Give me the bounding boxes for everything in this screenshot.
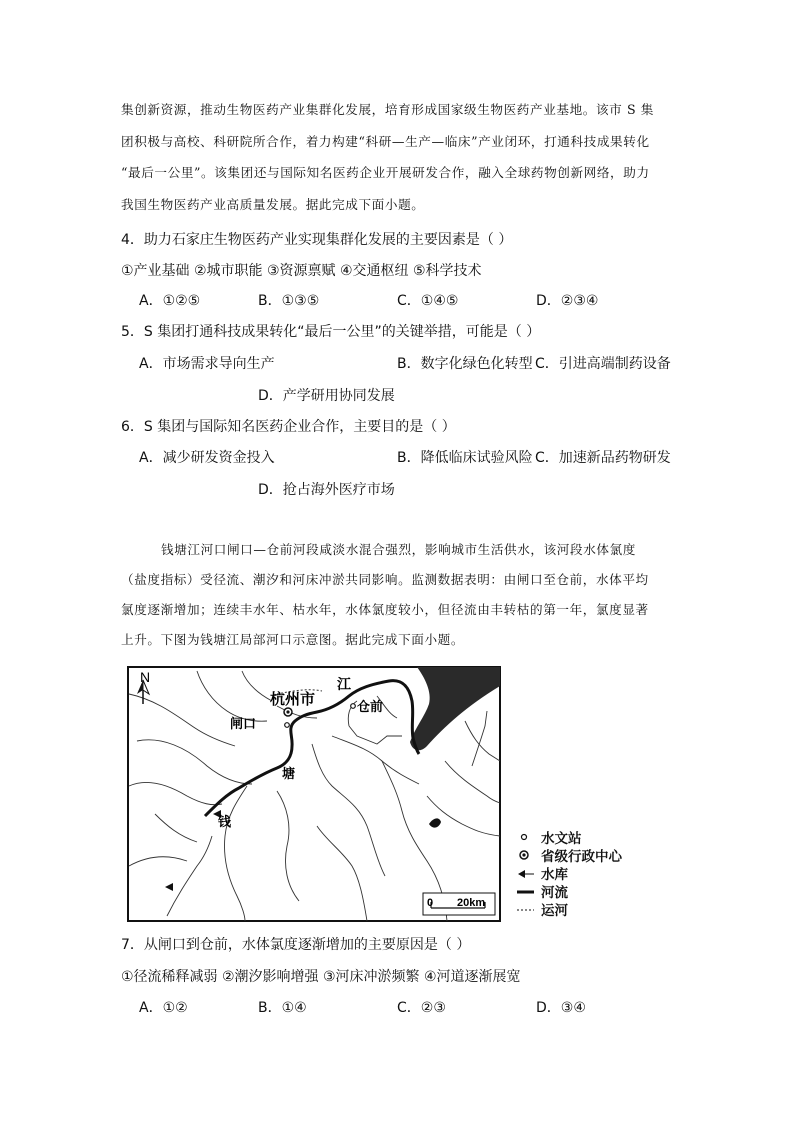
question-5-stem: 5．S 集团打通科技成果转化“最后一公里”的关键举措，可能是（ ） — [121, 324, 541, 340]
question-7-option-d[interactable]: D．③④ — [536, 1000, 586, 1016]
question-5-option-b[interactable]: B．数字化绿色化转型 — [397, 356, 533, 372]
passage-2-line: 氯度逐渐增加；连续丰水年、枯水年，水体氯度较小，但径流由丰转枯的第一年，氯度显著 — [121, 602, 649, 617]
north-label: N — [140, 669, 151, 685]
question-4-option-d[interactable]: D．②③④ — [536, 293, 599, 309]
question-6-option-c[interactable]: C．加速新品药物研发 — [535, 450, 671, 466]
passage-2-line: （盐度指标）受径流、潮汐和河床冲淤共同影响。监测数据表明：由闸口至仓前，水体平均 — [121, 572, 649, 587]
passage-2 — [121, 535, 676, 655]
passage-2-line: 上升。下图为钱塘江局部河口示意图。据此完成下面小题。 — [121, 632, 465, 647]
question-4-option-c[interactable]: C．①④⑤ — [397, 293, 459, 309]
legend-reservoir: 水库 — [541, 867, 568, 883]
scale-bar — [423, 893, 495, 915]
question-4-items: ①产业基础 ②城市职能 ③资源禀赋 ④交通枢纽 ⑤科学技术 — [121, 263, 482, 279]
passage-2-line: 钱塘江河口闸口—仓前河段咸淡水混合强烈，影响城市生活供水，该河段水体氯度 — [161, 542, 636, 557]
legend-station: 水文站 — [541, 831, 582, 847]
question-6-option-a[interactable]: A．减少研发资金投入 — [139, 450, 275, 466]
question-4-stem: 4．助力石家庄生物医药产业实现集群化发展的主要因素是（ ） — [121, 232, 513, 248]
question-7-stem: 7．从闸口到仓前，水体氯度逐渐增加的主要原因是（ ） — [121, 937, 471, 953]
qiantang-estuary-map — [127, 666, 501, 922]
passage-1-line: 我国生物医药产业高质量发展。据此完成下面小题。 — [121, 196, 425, 212]
question-7-option-c[interactable]: C．②③ — [397, 1000, 446, 1016]
passage-1-line: 集创新资源，推动生物医药产业集群化发展，培育形成国家级生物医药产业基地。该市 S 集 — [121, 102, 654, 117]
legend-river: 河流 — [541, 885, 568, 901]
hydro-station-icon — [522, 835, 527, 840]
hydro-station-icon — [285, 723, 290, 728]
tang-label: 塘 — [282, 767, 296, 782]
reservoir-icon — [518, 870, 525, 878]
zhakou-label: 闸口 — [230, 717, 257, 732]
question-7-items: ①径流稀释减弱 ②潮汐影响增强 ③河床冲淤频繁 ④河道逐渐展宽 — [121, 969, 521, 985]
qian-label: 钱 — [218, 815, 232, 830]
question-7-option-b[interactable]: B．①④ — [258, 1000, 307, 1016]
scale-zero: 0 — [427, 897, 434, 909]
hangzhou-label: 杭州市 — [270, 690, 316, 708]
question-5-option-a[interactable]: A．市场需求导向生产 — [139, 356, 275, 372]
question-5-option-c[interactable]: C．引进高端制药设备 — [535, 356, 671, 372]
cangqian-label: 仓前 — [357, 700, 384, 715]
provincial-capital-icon — [284, 708, 292, 716]
question-4-option-b[interactable]: B．①③⑤ — [258, 293, 320, 309]
question-5-option-d[interactable]: D．产学研用协同发展 — [258, 388, 395, 404]
passage-1 — [121, 94, 676, 220]
question-6-stem: 6．S 集团与国际知名医药企业合作，主要目的是（ ） — [121, 419, 456, 435]
jiang-label: 江 — [337, 677, 351, 693]
question-6-option-b[interactable]: B．降低临床试验风险 — [397, 450, 533, 466]
question-6-option-d[interactable]: D．抢占海外医疗市场 — [258, 482, 395, 498]
question-4-option-a[interactable]: A．①②⑤ — [139, 293, 201, 309]
scale-label: 20km — [457, 897, 486, 909]
passage-1-line: “最后一公里”。该集团还与国际知名医药企业开展研发合作，融入全球药物创新网络，助力 — [121, 165, 650, 180]
legend-capital: 省级行政中心 — [541, 849, 622, 865]
passage-1-line: 团积极与高校、科研院所合作，着力构建“科研—生产—临床”产业闭环，打通科技成果转化 — [121, 133, 650, 149]
legend-symbols — [516, 832, 536, 922]
legend-canal: 运河 — [541, 903, 568, 919]
hydro-station-icon — [351, 704, 356, 709]
question-7-option-a[interactable]: A．①② — [139, 1000, 188, 1016]
